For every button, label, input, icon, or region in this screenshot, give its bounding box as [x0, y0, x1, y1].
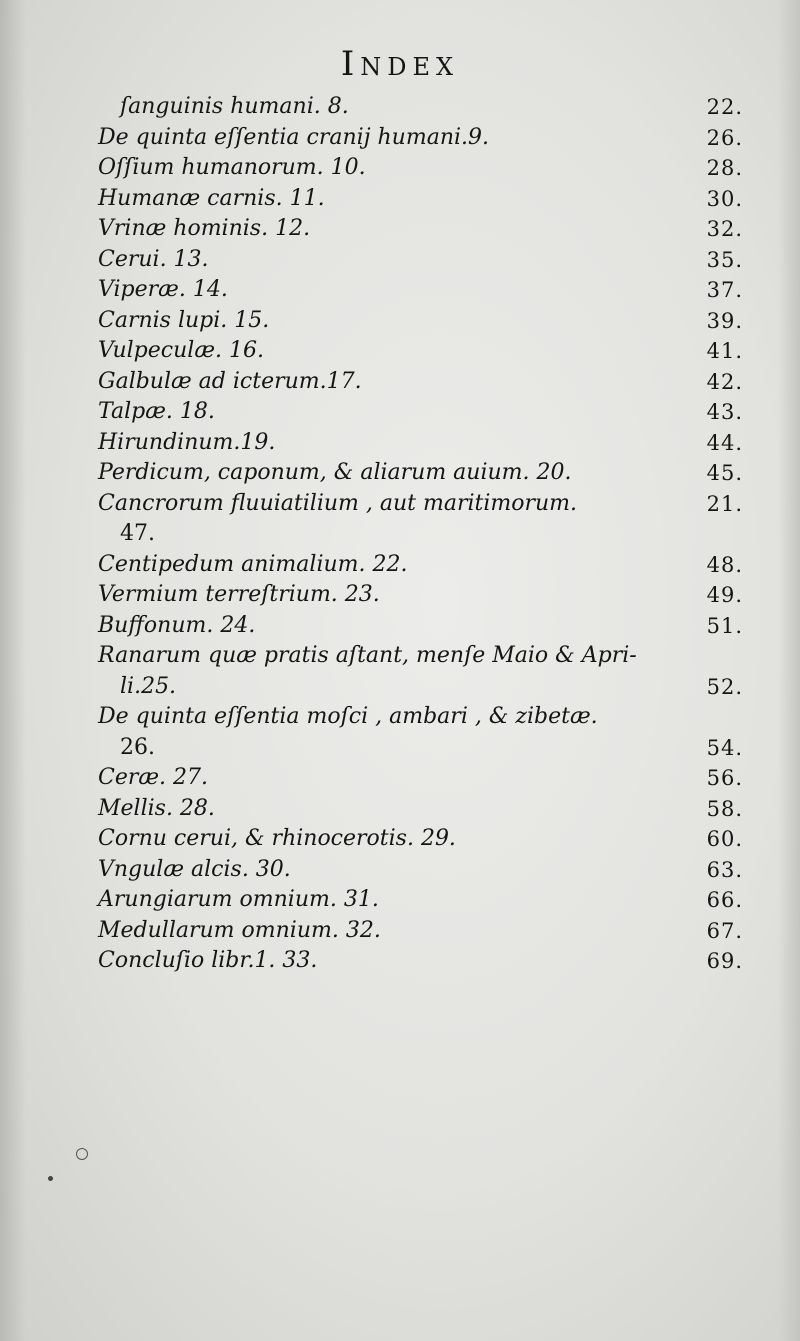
entry-title: Cancrorum fluuiatilium , aut maritimorum. [98, 490, 578, 516]
entry-page: 63. [706, 857, 743, 882]
entry-title: Oſſium humanorum. 10. [98, 155, 366, 180]
entry-page: 32. [706, 217, 743, 241]
entry-title: Humanæ carnis. 11. [98, 185, 325, 211]
index-entry [98, 336, 743, 367]
index-entry-continuation [98, 519, 743, 550]
entry-page: 41. [706, 339, 743, 363]
entry-title: Hirundinum.19. [98, 429, 276, 455]
entry-page: 58. [706, 796, 743, 821]
entry-page: 30. [706, 186, 743, 211]
entry-title: Vermium terreſtrium. 23. [98, 582, 380, 607]
index-entry [98, 123, 743, 154]
entry-title: Galbulæ ad icterum.17. [98, 368, 362, 394]
index-entry [98, 855, 743, 886]
entry-page: 54. [706, 735, 743, 760]
entry-title: ſanguinis humani. 8. [120, 94, 349, 119]
entry-title: Carnis lupi. 15. [98, 307, 270, 333]
entry-title: Concluſio libr.1. 33. [98, 948, 318, 973]
entry-title: Centipedum animalium. 22. [98, 551, 408, 577]
index-entry [98, 611, 743, 642]
entry-page: 52. [706, 674, 743, 699]
entry-title: Viperæ. 14. [98, 277, 228, 302]
index-entry [98, 916, 743, 947]
index-entry [98, 428, 743, 459]
entry-title: Buffonum. 24. [98, 612, 256, 638]
index-entry [98, 550, 743, 581]
index-entry [98, 489, 743, 520]
entry-page: 37. [706, 278, 743, 302]
index-entry [98, 367, 743, 398]
entry-title: Perdicum, caponum, & aliarum auium. 20. [98, 460, 572, 485]
index-entry [98, 214, 743, 245]
entry-title: De quinta eſſentia moſci , ambari , & zibetæ. [98, 704, 598, 729]
index-entry [98, 306, 743, 337]
entry-page: 60. [706, 827, 743, 851]
index-entry [98, 702, 743, 733]
paper-speck [48, 1176, 53, 1181]
page-title: Index [340, 44, 460, 84]
index-entry [98, 458, 743, 489]
index-entry [98, 580, 743, 611]
paper-blemish [76, 1148, 88, 1160]
entry-title: 47. [120, 521, 155, 546]
entry-title: li.25. [120, 673, 177, 699]
page-left-shadow [0, 0, 26, 1341]
entry-title: Vulpeculæ. 16. [98, 338, 264, 363]
entry-page: 43. [706, 400, 743, 424]
entry-page: 45. [706, 461, 743, 485]
entry-page: 67. [706, 918, 743, 943]
entry-title: Arungiarum omnium. 31. [98, 887, 379, 912]
index-entry [98, 824, 743, 855]
entry-title: Cornu cerui, & rhinocerotis. 29. [98, 826, 456, 851]
index-entry-continuation [98, 672, 743, 703]
entry-title: Ceræ. 27. [98, 765, 209, 790]
entry-page: 22. [706, 95, 743, 119]
entry-title: Vrinæ hominis. 12. [98, 216, 311, 241]
entry-page: 66. [706, 888, 743, 912]
index-entry [98, 763, 743, 794]
index-entry [98, 245, 743, 276]
entry-title: Cerui. 13. [98, 246, 209, 272]
entry-page: 28. [706, 156, 743, 180]
entry-title: Talpæ. 18. [98, 399, 215, 424]
entry-title: Mellis. 28. [98, 795, 215, 821]
entry-page: 39. [706, 308, 743, 333]
index-entry-continuation [98, 733, 743, 764]
entry-page: 35. [706, 247, 743, 272]
entry-page: 44. [706, 430, 743, 455]
page-right-shadow [778, 0, 800, 1341]
index-entry [98, 92, 743, 123]
index-list [98, 92, 743, 977]
index-entry [98, 946, 743, 977]
index-entry [98, 397, 743, 428]
entry-page: 69. [706, 949, 743, 973]
index-entry [98, 275, 743, 306]
index-entry [98, 885, 743, 916]
entry-title: Medullarum omnium. 32. [98, 917, 381, 943]
entry-page: 51. [706, 613, 743, 638]
entry-page: 49. [706, 583, 743, 607]
entry-title: 26. [120, 734, 155, 760]
entry-title: Ranarum quæ pratis aſtant, menſe Maio & Apri- [98, 643, 637, 668]
index-entry [98, 153, 743, 184]
entry-title: Vngulæ alcis. 30. [98, 856, 291, 882]
entry-page: 42. [706, 369, 743, 394]
entry-page: 48. [706, 552, 743, 577]
entry-page: 56. [706, 766, 743, 790]
index-entry [98, 184, 743, 215]
index-entry [98, 794, 743, 825]
entry-page: 26. [706, 125, 743, 150]
entry-title: De quinta eſſentia cranij humani.9. [98, 124, 490, 150]
index-entry [98, 641, 743, 672]
entry-page: 21. [706, 491, 743, 516]
